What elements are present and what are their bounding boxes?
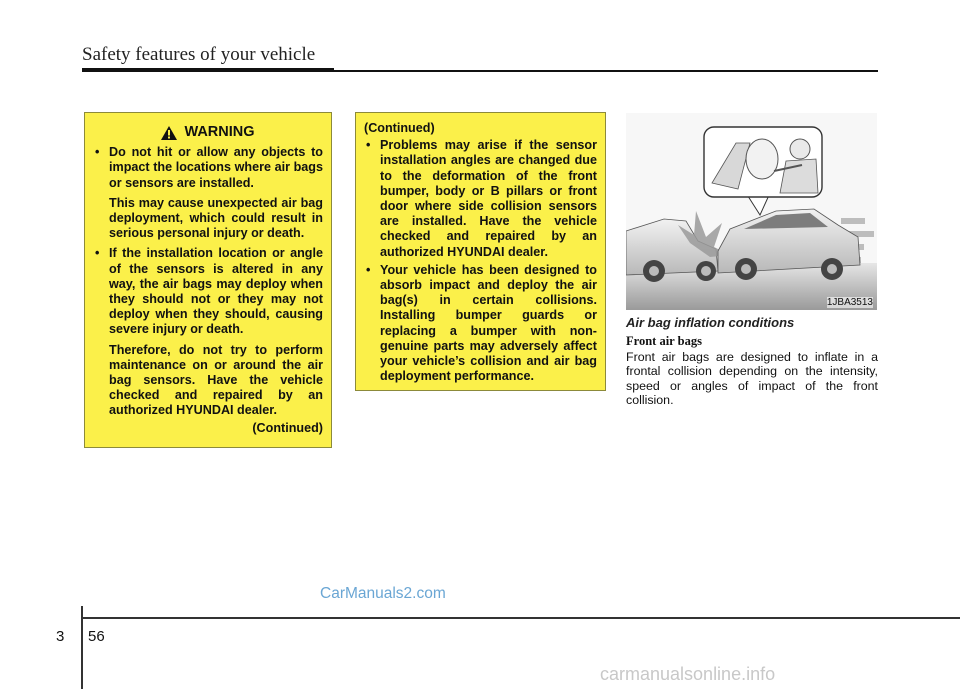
footer-chapter-number: 3 xyxy=(56,628,65,645)
footer-page-number: 56 xyxy=(88,628,105,645)
collision-drawing xyxy=(626,113,877,310)
continued-bullet-2-text: Your vehicle has been designed to absorb impact and deploy the air bag(s) in certain collisions. Installing bumper guards or replacing a bumper with non-genuine parts may adversely affect your vehicle’s collision and air bag deployment performance. xyxy=(380,262,597,384)
warning-bullet-2-text: • If the installation location or angle of the sensors is altered in any way, the air bags may deploy when they should not or they may not deploy when they should, causing severe injury or death. xyxy=(109,246,323,337)
warning-bullet-2-p2: Therefore, do not try to perform maintenance on or around the air bag sensors. Have the vehicle checked and repaired by an authorized HYUNDAI dealer. xyxy=(109,342,323,418)
warning-triangle-icon xyxy=(161,126,177,140)
figure-label: 1JBA3513 xyxy=(826,297,873,308)
header-rule-thick xyxy=(82,68,334,72)
warning-bullet-1 xyxy=(93,145,323,241)
page-header-title: Safety features of your vehicle xyxy=(82,44,316,65)
section-subheading: Air bag inflation conditions xyxy=(626,315,795,330)
continued-warning-box xyxy=(355,112,606,391)
site-watermark: carmanualsonline.info xyxy=(600,664,776,684)
warning-continued: (Continued) xyxy=(252,420,323,435)
continued-list xyxy=(364,138,597,384)
continued-heading: (Continued) xyxy=(364,121,435,135)
continued-bullet-2 xyxy=(364,263,597,385)
watermark-link[interactable]: CarManuals2.com xyxy=(320,585,446,602)
continued-bullet-1-text: Problems may arise if the sensor installation angles are changed due to the deformation of the front bumper, body or B pillars or front door where side collision sensors are installed. Have the vehicle checked and repaired by an authorized HYUNDAI dealer. xyxy=(380,138,597,259)
collision-illustration xyxy=(626,113,877,310)
warning-bullet-1-text: • Do not hit or allow any objects to impact the locations where air bags or sensors are installed. xyxy=(109,145,323,190)
warning-bullet-1-p2: This may cause unexpected air bag deployment, which could result in serious personal injury or death. xyxy=(109,195,323,241)
warning-heading-text: WARNING xyxy=(184,124,255,140)
footer-horizontal-rule xyxy=(82,617,960,619)
warning-heading xyxy=(93,125,323,140)
warning-list xyxy=(93,145,323,418)
warning-bullet-2 xyxy=(93,246,323,418)
section-subsubheading: Front air bags xyxy=(626,334,702,348)
section-body-text: Front air bags are designed to inflate in a frontal collision depending on the intensity, speed or angles of impact of the front collision. xyxy=(626,350,878,408)
continued-bullet-1 xyxy=(364,138,597,260)
warning-box xyxy=(84,112,332,448)
header-rule-thin xyxy=(334,70,878,72)
